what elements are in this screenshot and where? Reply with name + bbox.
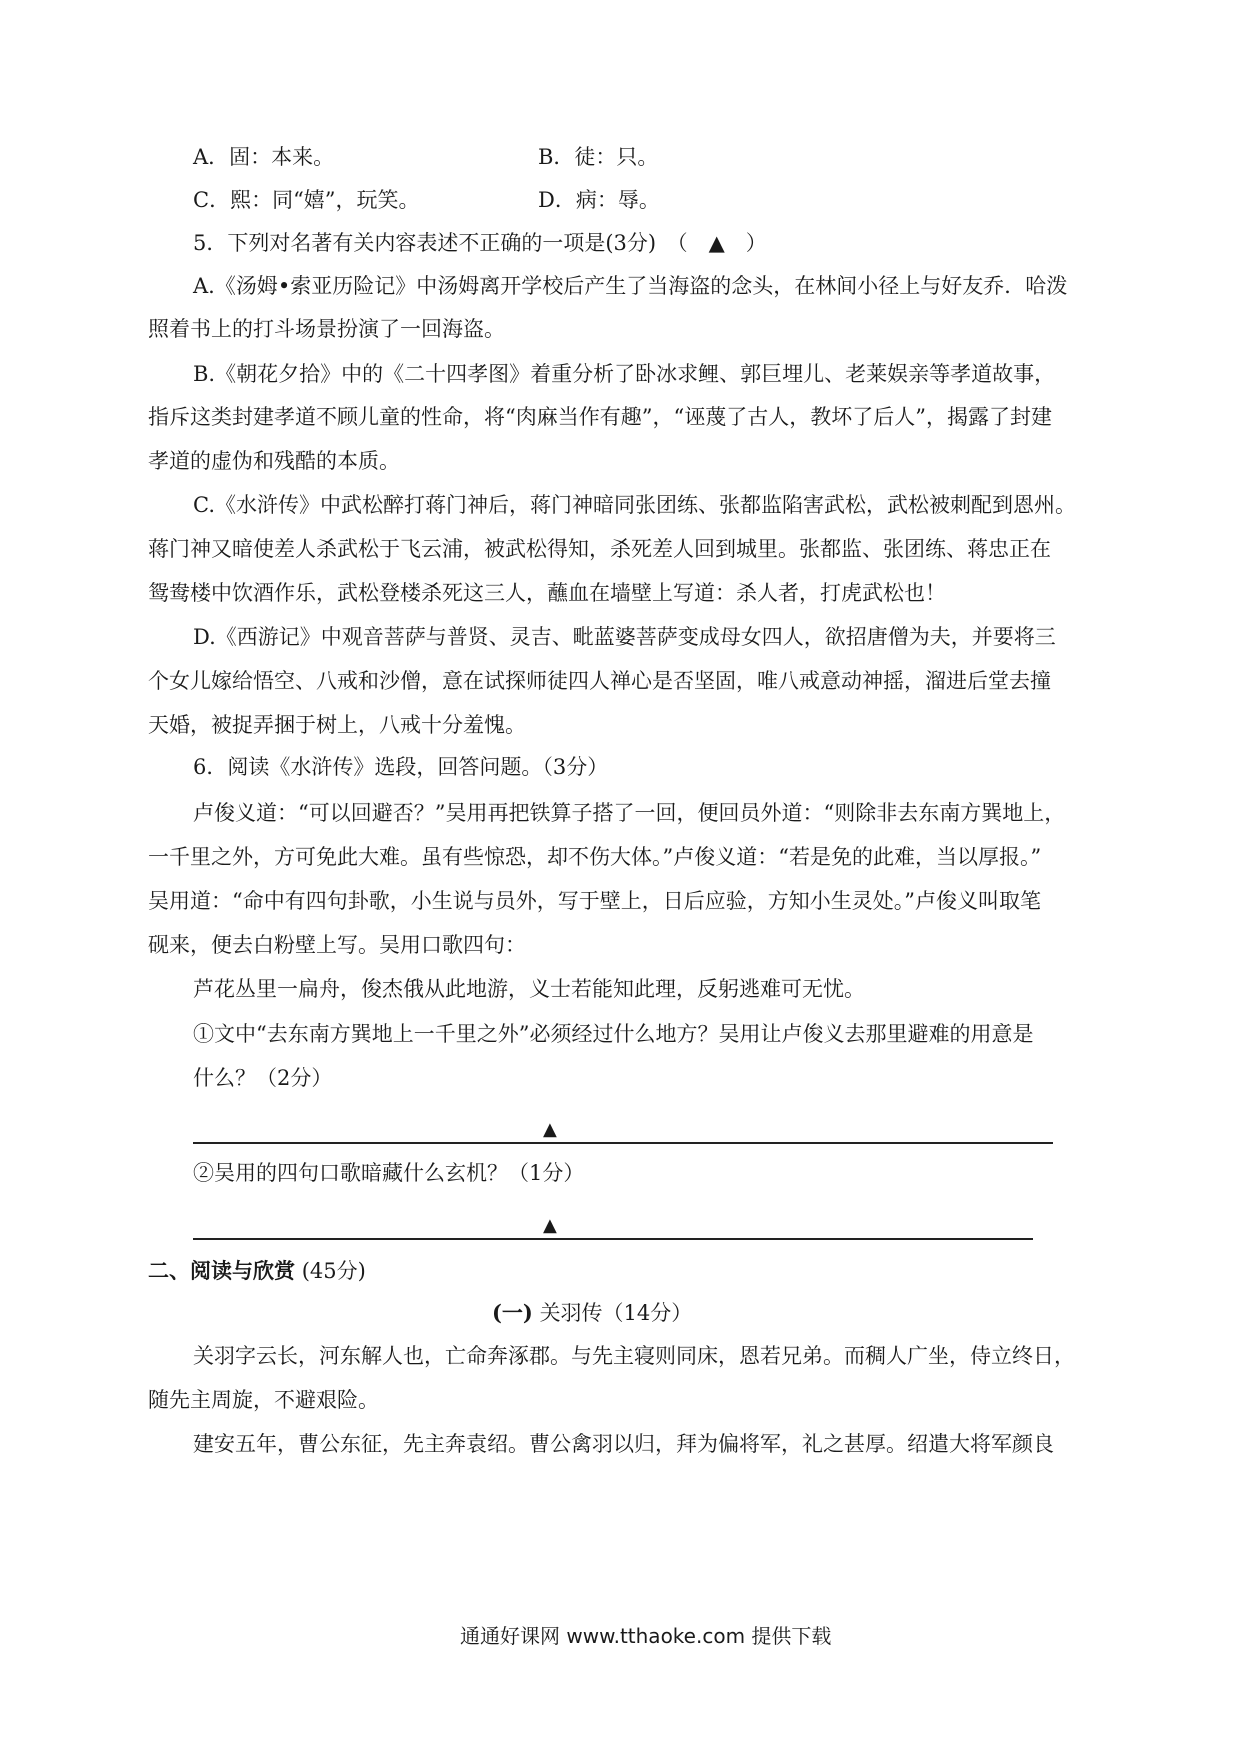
q6-stem: 6．阅读《水浒传》选段，回答问题。（3分） [193,755,609,779]
q6-passage-line3: 吴用道：“命中有四句卦歌，小生说与员外，写于壁上，日后应验，方知小生灵处。”卢俊义叫取笔 [148,889,1041,913]
answer-line-2[interactable] [193,1238,1033,1240]
q5-option-b-line3: 孝道的虚伪和残酷的本质。 [148,449,400,473]
text-number: (一) [492,1300,533,1325]
q5-option-c-line1: C.《水浒传》中武松醉打蒋门神后，蒋门神暗同张团练、张都监陷害武松，武松被刺配到恩州。 [193,493,1076,517]
q5-option-c-line3: 鸳鸯楼中饮酒作乐，武松登楼杀死这三人，蘸血在墙壁上写道：杀人者，打虎武松也！ [148,581,946,605]
q4-option-a: A．固：本来。 [193,145,335,169]
q5-option-d-line3: 天婚，被捉弄捆于树上，八戒十分羞愧。 [148,713,526,737]
q6-sub1-line1: ①文中“去东南方巽地上一千里之外”必须经过什么地方？吴用让卢俊义去那里避难的用意是 [193,1022,1034,1046]
text-title [492,1298,692,1328]
q5-stem: 5．下列对名著有关内容表述不正确的一项是(3分) （ ▲ ） [193,231,767,255]
q4-option-c: C．熙：同“嬉”，玩笑。 [193,188,420,212]
q5-option-a-line2: 照着书上的打斗场景扮演了一回海盗。 [148,317,505,341]
section-score: (45分) [301,1259,366,1283]
q5-option-d-line1: D.《西游记》中观音菩萨与普贤、灵吉、毗蓝婆菩萨变成母女四人，欲招唐僧为夫，并要将三 [193,625,1056,649]
answer-mark: ▲ [543,1215,557,1236]
q6-sub1-line2: 什么？（2分） [193,1066,333,1090]
q5-option-b-line1: B.《朝花夕拾》中的《二十四孝图》着重分析了卧冰求鲤、郭巨埋儿、老莱娱亲等孝道故事， [193,362,1056,386]
q6-passage-line1: 卢俊义道：“可以回避否？”吴用再把铁算子搭了一回，便回员外道：“则除非去东南方巽地上， [193,801,1066,825]
section-heading [148,1256,366,1286]
section-title: 二、阅读与欣赏 [148,1258,295,1283]
text-line-2: 随先主周旋，不避艰险。 [148,1388,379,1412]
q6-passage-line4: 砚来，便去白粉壁上写。吴用口歌四句： [148,933,526,957]
q6-sub2: ②吴用的四句口歌暗藏什么玄机？（1分） [193,1161,585,1185]
q5-option-c-line2: 蒋门神又暗使差人杀武松于飞云浦，被武松得知，杀死差人回到城里。张都监、张团练、蒋忠正在 [148,537,1051,561]
q5-option-a-line1: A.《汤姆•索亚历险记》中汤姆离开学校后产生了当海盗的念头，在林间小径上与好友乔．哈泼 [193,274,1068,298]
q4-option-d: D．病：辱。 [538,188,660,212]
q6-poem: 芦花丛里一扁舟，俊杰俄从此地游，义士若能知此理，反躬逃难可无忧。 [193,977,865,1001]
q4-option-b: B．徒：只。 [538,145,659,169]
q6-passage-line2: 一千里之外，方可免此大难。虽有些惊恐，却不伤大体。”卢俊义道：“若是免的此难，当以厚报。” [148,845,1042,869]
q5-option-d-line2: 个女儿嫁给悟空、八戒和沙僧，意在试探师徒四人禅心是否坚固，唯八戒意动神摇，溜进后堂去撞 [148,669,1051,693]
footer-source: 通通好课网 www.tthaoke.com 提供下载 [460,1624,832,1648]
answer-mark: ▲ [543,1119,557,1140]
answer-line-1[interactable] [193,1142,1053,1144]
q5-option-b-line2: 指斥这类封建孝道不顾儿童的性命，将“肉麻当作有趣”，“诬蔑了古人，教坏了后人”，揭露了封建 [148,405,1052,429]
text-line-1: 关羽字云长，河东解人也，亡命奔涿郡。与先主寝则同床，恩若兄弟。而稠人广坐，侍立终日， [193,1344,1075,1368]
text-line-3: 建安五年，曹公东征，先主奔袁绍。曹公禽羽以归，拜为偏将军，礼之甚厚。绍遣大将军颜良 [193,1432,1054,1456]
text-title-label: 关羽传（14分） [539,1301,693,1325]
